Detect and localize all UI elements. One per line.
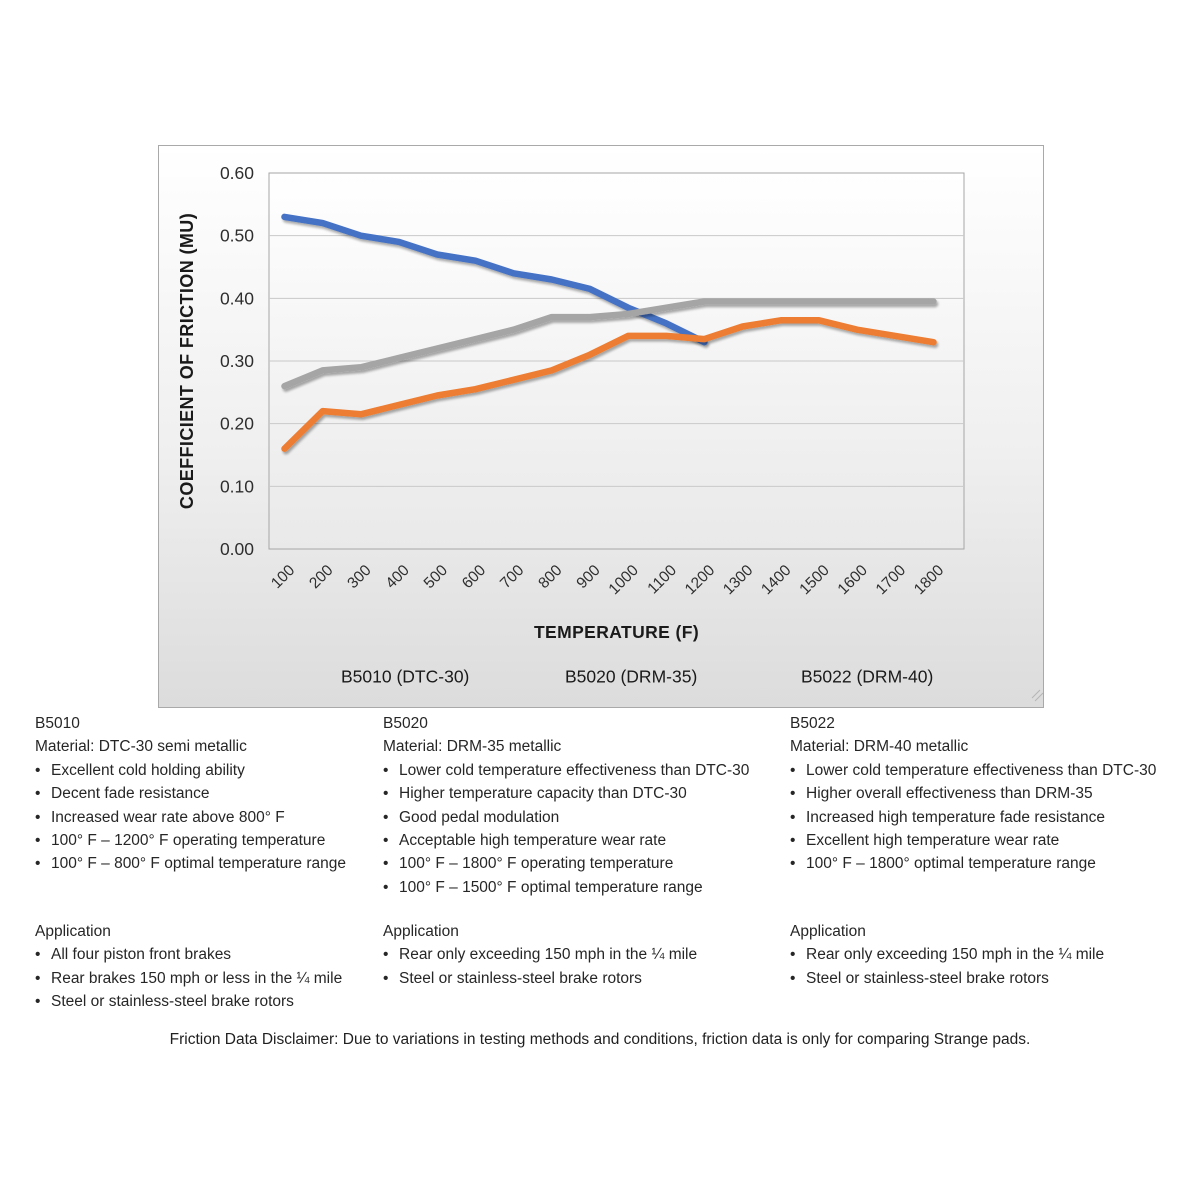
application-title: Application xyxy=(35,923,111,940)
bullet-text: Rear brakes 150 mph or less in the ¼ mile xyxy=(51,969,343,987)
bullet-icon: • xyxy=(790,969,796,987)
friction-line-chart xyxy=(159,146,1043,707)
pad-feature-list xyxy=(790,759,1156,876)
bullet-text: Lower cold temperature effectiveness than DTC-30 xyxy=(806,761,1157,779)
bullet-icon: • xyxy=(383,969,389,987)
bullet-icon: • xyxy=(35,785,41,803)
bullet-item xyxy=(383,943,697,966)
bullet-item xyxy=(35,967,342,990)
pad-info-b5020 xyxy=(383,712,749,899)
application-b5020 xyxy=(383,920,697,990)
bullet-text: Rear only exceeding 150 mph in the ¼ mile xyxy=(806,946,1105,964)
bullet-item xyxy=(790,852,1156,875)
bullet-icon: • xyxy=(790,785,796,803)
pad-feature-list xyxy=(35,759,346,876)
x-tick-label: 1200 xyxy=(681,561,719,599)
bullet-item xyxy=(790,829,1156,852)
bullet-icon: • xyxy=(383,761,389,779)
bullet-icon: • xyxy=(383,832,389,850)
application-title: Application xyxy=(383,923,459,940)
application-list xyxy=(35,943,342,1013)
application-b5010 xyxy=(35,920,342,1014)
chart-panel xyxy=(158,145,1044,708)
bullet-item xyxy=(790,943,1104,966)
bullet-item xyxy=(790,806,1156,829)
y-tick-label: 0.60 xyxy=(219,163,254,183)
x-tick-label: 100 xyxy=(268,561,299,593)
x-tick-label: 300 xyxy=(344,561,375,593)
bullet-icon: • xyxy=(383,785,389,803)
bullet-text: Steel or stainless-steel brake rotors xyxy=(399,969,642,987)
x-tick-label: 1600 xyxy=(834,561,871,599)
bullet-icon: • xyxy=(35,969,41,987)
bullet-icon: • xyxy=(383,946,389,964)
bullet-item xyxy=(790,967,1104,990)
bullet-icon: • xyxy=(790,855,796,873)
application-title: Application xyxy=(790,923,866,940)
bullet-icon: • xyxy=(383,855,389,873)
bullet-text: Steel or stainless-steel brake rotors xyxy=(51,993,294,1011)
bullet-text: 100° F – 1500° F optimal temperature range xyxy=(399,878,703,896)
bullet-item xyxy=(383,759,749,782)
x-tick-label: 800 xyxy=(535,561,566,593)
bullet-text: Acceptable high temperature wear rate xyxy=(399,832,667,850)
bullet-icon: • xyxy=(35,855,41,873)
bullet-text: All four piston front brakes xyxy=(51,946,232,964)
resize-handle-icon xyxy=(1032,690,1043,701)
bullet-text: Steel or stainless-steel brake rotors xyxy=(806,969,1049,987)
application-list xyxy=(790,943,1104,990)
pad-material: Material: DRM-35 metallic xyxy=(383,738,562,756)
bullet-text: Higher temperature capacity than DTC-30 xyxy=(399,785,687,803)
x-tick-label: 700 xyxy=(497,561,528,593)
bullet-icon: • xyxy=(790,808,796,826)
y-tick-label: 0.40 xyxy=(219,288,254,309)
bullet-item xyxy=(35,759,346,782)
bullet-item xyxy=(790,759,1156,782)
pad-info-b5010 xyxy=(35,712,346,876)
bullet-text: Excellent high temperature wear rate xyxy=(806,832,1060,850)
x-axis-title: TEMPERATURE (F) xyxy=(533,622,700,642)
x-tick-label: 200 xyxy=(306,561,337,593)
bullet-item xyxy=(790,782,1156,805)
bullet-item xyxy=(383,967,697,990)
bullet-icon: • xyxy=(35,993,41,1011)
bullet-item xyxy=(383,876,749,899)
bullet-text: Excellent cold holding ability xyxy=(51,761,245,779)
bullet-icon: • xyxy=(790,832,796,850)
bullet-text: 100° F – 1200° F operating temperature xyxy=(51,832,326,850)
bullet-icon: • xyxy=(35,832,41,850)
bullet-item xyxy=(383,852,749,875)
y-tick-label: 0.30 xyxy=(219,351,254,371)
legend-label: B5022 (DRM-40) xyxy=(801,666,934,687)
bullet-item xyxy=(35,829,346,852)
x-tick-label: 1700 xyxy=(872,561,910,599)
x-tick-label: 1100 xyxy=(644,561,681,598)
pad-id: B5022 xyxy=(790,715,835,732)
x-tick-label: 900 xyxy=(573,561,604,593)
bullet-text: 100° F – 1800° F operating temperature xyxy=(399,855,674,873)
bullet-icon: • xyxy=(35,761,41,779)
bullet-icon: • xyxy=(790,946,796,964)
bullet-item xyxy=(35,990,342,1013)
application-b5022 xyxy=(790,920,1104,990)
legend-label: B5010 (DTC-30) xyxy=(341,666,470,687)
bullet-icon: • xyxy=(383,878,389,896)
bullet-item xyxy=(383,829,749,852)
x-tick-label: 600 xyxy=(458,561,490,593)
bullet-item xyxy=(383,782,749,805)
bullet-text: Increased wear rate above 800° F xyxy=(51,808,285,826)
bullet-item xyxy=(35,943,342,966)
bullet-icon: • xyxy=(35,808,41,826)
pad-info-b5022 xyxy=(790,712,1156,876)
x-tick-label: 1400 xyxy=(758,561,795,599)
x-tick-label: 1500 xyxy=(796,561,833,599)
bullet-text: 100° F – 800° F optimal temperature range xyxy=(51,855,346,873)
legend-label: B5020 (DRM-35) xyxy=(565,666,698,687)
bullet-text: Rear only exceeding 150 mph in the ¼ mile xyxy=(399,946,698,964)
bullet-item xyxy=(35,782,346,805)
pad-id: B5010 xyxy=(35,715,80,732)
y-tick-label: 0.10 xyxy=(219,476,254,497)
bullet-text: Good pedal modulation xyxy=(399,808,560,826)
bullet-item xyxy=(35,852,346,875)
bullet-item xyxy=(383,806,749,829)
x-tick-label: 1300 xyxy=(720,561,757,599)
disclaimer-text: Friction Data Disclaimer: Due to variations in testing methods and conditions, friction data is only for comparing Strange pads. xyxy=(169,1031,1031,1048)
bullet-text: 100° F – 1800° optimal temperature range xyxy=(806,855,1096,873)
pad-feature-list xyxy=(383,759,749,899)
application-list xyxy=(383,943,697,990)
y-tick-label: 0.00 xyxy=(219,539,254,559)
bullet-icon: • xyxy=(35,946,41,964)
pad-material: Material: DTC-30 semi metallic xyxy=(35,738,247,756)
bullet-text: Higher overall effectiveness than DRM-35 xyxy=(806,785,1093,803)
x-tick-label: 400 xyxy=(382,561,413,593)
x-tick-label: 500 xyxy=(420,561,452,593)
bullet-item xyxy=(35,806,346,829)
y-tick-label: 0.20 xyxy=(219,413,254,434)
bullet-text: Increased high temperature fade resistance xyxy=(806,808,1105,826)
pad-material: Material: DRM-40 metallic xyxy=(790,738,969,756)
bullet-text: Decent fade resistance xyxy=(51,785,210,803)
x-tick-label: 1000 xyxy=(605,561,642,599)
x-tick-label: 1800 xyxy=(910,561,948,599)
bullet-icon: • xyxy=(383,808,389,826)
bullet-icon: • xyxy=(790,761,796,779)
pad-id: B5020 xyxy=(383,715,428,732)
y-axis-title: COEFFICIENT OF FRICTION (MU) xyxy=(177,212,197,510)
bullet-text: Lower cold temperature effectiveness than DTC-30 xyxy=(399,761,750,779)
y-tick-label: 0.50 xyxy=(219,225,254,246)
